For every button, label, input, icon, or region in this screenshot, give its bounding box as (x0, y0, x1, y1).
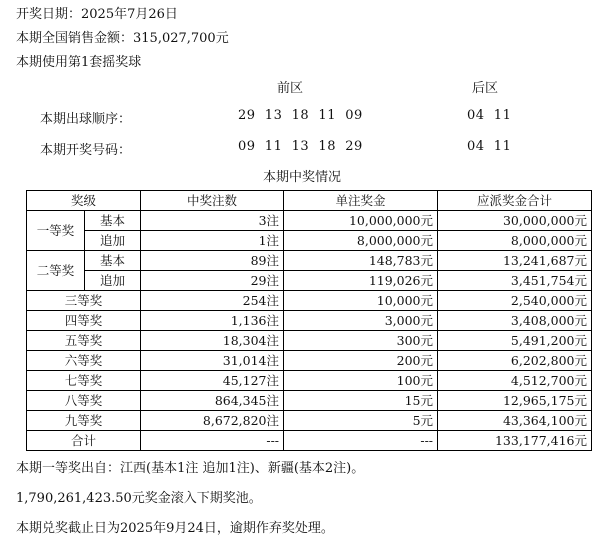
prize-cell: 200元 (284, 351, 438, 371)
header-prize: 单注奖金 (284, 191, 438, 211)
table-header-row (27, 191, 592, 211)
total-count-cell: --- (141, 431, 284, 451)
table-row (27, 211, 592, 231)
count-cell: 254注 (141, 291, 284, 311)
first-prize-label: 一等奖 (27, 211, 85, 251)
header-total: 应派奖金合计 (438, 191, 592, 211)
sub-label: 追加 (85, 231, 141, 251)
count-cell: 1,136注 (141, 311, 284, 331)
total-cell: 30,000,000元 (438, 211, 592, 231)
level-label: 九等奖 (27, 411, 141, 431)
prize-cell: 119,026元 (284, 271, 438, 291)
total-cell: 8,000,000元 (438, 231, 592, 251)
draw-date: 开奖日期：2025年7月26日 (16, 7, 178, 22)
prize-cell: 10,000,000元 (284, 211, 438, 231)
count-cell: 864,345注 (141, 391, 284, 411)
header-level: 奖级 (27, 191, 141, 211)
table-title: 本期中奖情况 (262, 170, 341, 185)
prize-cell: 5元 (284, 411, 438, 431)
winning-numbers-label: 本期开奖号码： (40, 143, 132, 158)
level-label: 六等奖 (27, 351, 141, 371)
count-cell: 3注 (141, 211, 284, 231)
table-row (27, 311, 592, 331)
level-label: 八等奖 (27, 391, 141, 411)
table-row (27, 231, 592, 251)
ball-set: 本期使用第1套摇奖球 (16, 55, 142, 70)
prize-cell: 15元 (284, 391, 438, 411)
total-cell: 12,965,175元 (438, 391, 592, 411)
count-cell: 31,014注 (141, 351, 284, 371)
level-label: 五等奖 (27, 331, 141, 351)
table-row (27, 271, 592, 291)
prize-cell: 10,000元 (284, 291, 438, 311)
front-zone-header: 前区 (277, 81, 304, 96)
level-label: 四等奖 (27, 311, 141, 331)
draw-order-front: 29 13 18 11 09 (238, 108, 363, 123)
level-label: 三等奖 (27, 291, 141, 311)
table-row (27, 291, 592, 311)
prize-cell: 100元 (284, 371, 438, 391)
total-label: 合计 (27, 431, 141, 451)
prize-cell: 148,783元 (284, 251, 438, 271)
table-total-row (27, 431, 592, 451)
prize-cell: 3,000元 (284, 311, 438, 331)
count-cell: 1注 (141, 231, 284, 251)
level-label: 七等奖 (27, 371, 141, 391)
total-cell: 6,202,800元 (438, 351, 592, 371)
prize-cell: 300元 (284, 331, 438, 351)
first-prize-origin: 本期一等奖出自：江西(基本1注 追加1注)、新疆(基本2注)。 (16, 461, 365, 476)
total-cell: 3,408,000元 (438, 311, 592, 331)
table-row (27, 411, 592, 431)
count-cell: 89注 (141, 251, 284, 271)
second-prize-label: 二等奖 (27, 251, 85, 291)
count-cell: 18,304注 (141, 331, 284, 351)
count-cell: 45,127注 (141, 371, 284, 391)
draw-order-back: 04 11 (467, 108, 512, 123)
table-row (27, 371, 592, 391)
total-cell: 4,512,700元 (438, 371, 592, 391)
total-cell: 13,241,687元 (438, 251, 592, 271)
grand-total-cell: 133,177,416元 (438, 431, 592, 451)
jackpot-rollover: 1,790,261,423.50元奖金滚入下期奖池。 (16, 491, 262, 506)
total-cell: 5,491,200元 (438, 331, 592, 351)
header-count: 中奖注数 (141, 191, 284, 211)
total-cell: 43,364,100元 (438, 411, 592, 431)
winning-numbers-back: 04 11 (467, 139, 512, 154)
table-row (27, 331, 592, 351)
table-row (27, 251, 592, 271)
total-cell: 3,451,754元 (438, 271, 592, 291)
claim-deadline: 本期兑奖截止日为2025年9月24日，逾期作弃奖处理。 (16, 521, 334, 536)
count-cell: 29注 (141, 271, 284, 291)
total-cell: 2,540,000元 (438, 291, 592, 311)
sub-label: 基本 (85, 211, 141, 231)
back-zone-header: 后区 (472, 81, 499, 96)
table-row (27, 391, 592, 411)
sub-label: 追加 (85, 271, 141, 291)
prize-cell: 8,000,000元 (284, 231, 438, 251)
draw-order-label: 本期出球顺序： (40, 112, 132, 127)
sub-label: 基本 (85, 251, 141, 271)
prize-table (26, 190, 592, 451)
count-cell: 8,672,820注 (141, 411, 284, 431)
sales-amount: 本期全国销售金额：315,027,700元 (16, 31, 229, 46)
winning-numbers-front: 09 11 13 18 29 (238, 139, 363, 154)
table-row (27, 351, 592, 371)
total-prize-cell: --- (284, 431, 438, 451)
